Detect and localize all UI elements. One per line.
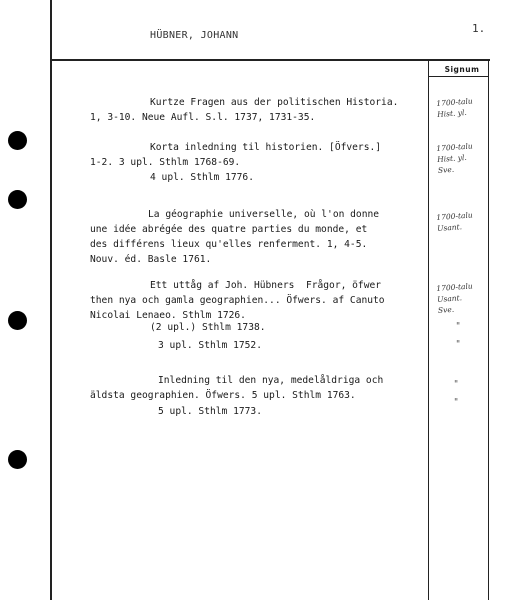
- binder-hole-1: [8, 131, 27, 150]
- entry-line: Kurtze Fragen aus der politischen Historia.: [150, 97, 399, 108]
- entry-line: Inledning til den nya, medelåldriga och: [158, 375, 384, 386]
- card-number: 1.: [472, 22, 486, 35]
- entry-line: 1-2. 3 upl. Sthlm 1768-69.: [90, 157, 241, 168]
- entry-ett-uttag-3-upl: 3 upl. Sthlm 1752.: [158, 340, 262, 351]
- ditto-mark: ": [454, 380, 459, 390]
- entry-line: des différens lieux qu'elles renferment. 1, 4-5.: [90, 239, 368, 250]
- entry-ett-uttag-2-upl: (2 upl.) Sthlm 1738.: [150, 322, 266, 333]
- binder-hole-2: [8, 190, 27, 209]
- signum-note-3: 1700-talu Usant.: [436, 210, 473, 233]
- entry-ett-uttag: [90, 278, 385, 323]
- signum-note-1: 1700-talu Hist. yl.: [436, 96, 473, 119]
- author-heading: HÜBNER, JOHANN: [150, 30, 239, 41]
- entry-geographie-universelle: [90, 207, 379, 267]
- entry-line: then nya och gamla geographien... Öfwers. af Canuto: [90, 295, 385, 306]
- left-margin-line: [50, 0, 52, 600]
- binder-hole-4: [8, 450, 27, 469]
- entry-line: Ett uttåg af Joh. Hübners Frågor, öfwer: [150, 280, 382, 291]
- entry-kurtze-fragen: [90, 95, 398, 125]
- signum-note-2: 1700-talu Hist. yl. Sve.: [436, 141, 473, 175]
- signum-header-rule: [428, 76, 489, 77]
- entry-line: Nouv. éd. Basle 1761.: [90, 254, 212, 265]
- ditto-mark: ": [454, 398, 459, 408]
- entry-line: Nicolai Lenaeo. Sthlm 1726.: [90, 310, 246, 321]
- signum-column-label: Signum: [444, 65, 480, 74]
- entry-line: La géographie universelle, où l'on donne: [148, 209, 380, 220]
- entry-line: Korta inledning til historien. [Öfvers.]: [150, 142, 382, 153]
- entry-line: 1, 3-10. Neue Aufl. S.l. 1737, 1731-35.: [90, 112, 316, 123]
- right-edge-line: [488, 60, 489, 600]
- entry-korta-inledning: [90, 140, 381, 170]
- header-rule: [50, 59, 490, 61]
- entry-line: une idée abrégée des quatre parties du monde, et: [90, 224, 368, 235]
- entry-inledning-5-upl: 5 upl. Sthlm 1773.: [158, 406, 262, 417]
- entry-inledning-geographien: [90, 373, 383, 403]
- signum-note-4: 1700-talu Usant. Sve.: [436, 281, 473, 315]
- ditto-mark: ": [456, 340, 461, 350]
- entry-line: äldsta geographien. Öfwers. 5 upl. Sthlm 1763.: [90, 390, 356, 401]
- binder-hole-3: [8, 311, 27, 330]
- signum-column-line: [428, 60, 429, 600]
- entry-korta-4-upl: 4 upl. Sthlm 1776.: [150, 172, 254, 183]
- ditto-mark: ": [456, 322, 461, 332]
